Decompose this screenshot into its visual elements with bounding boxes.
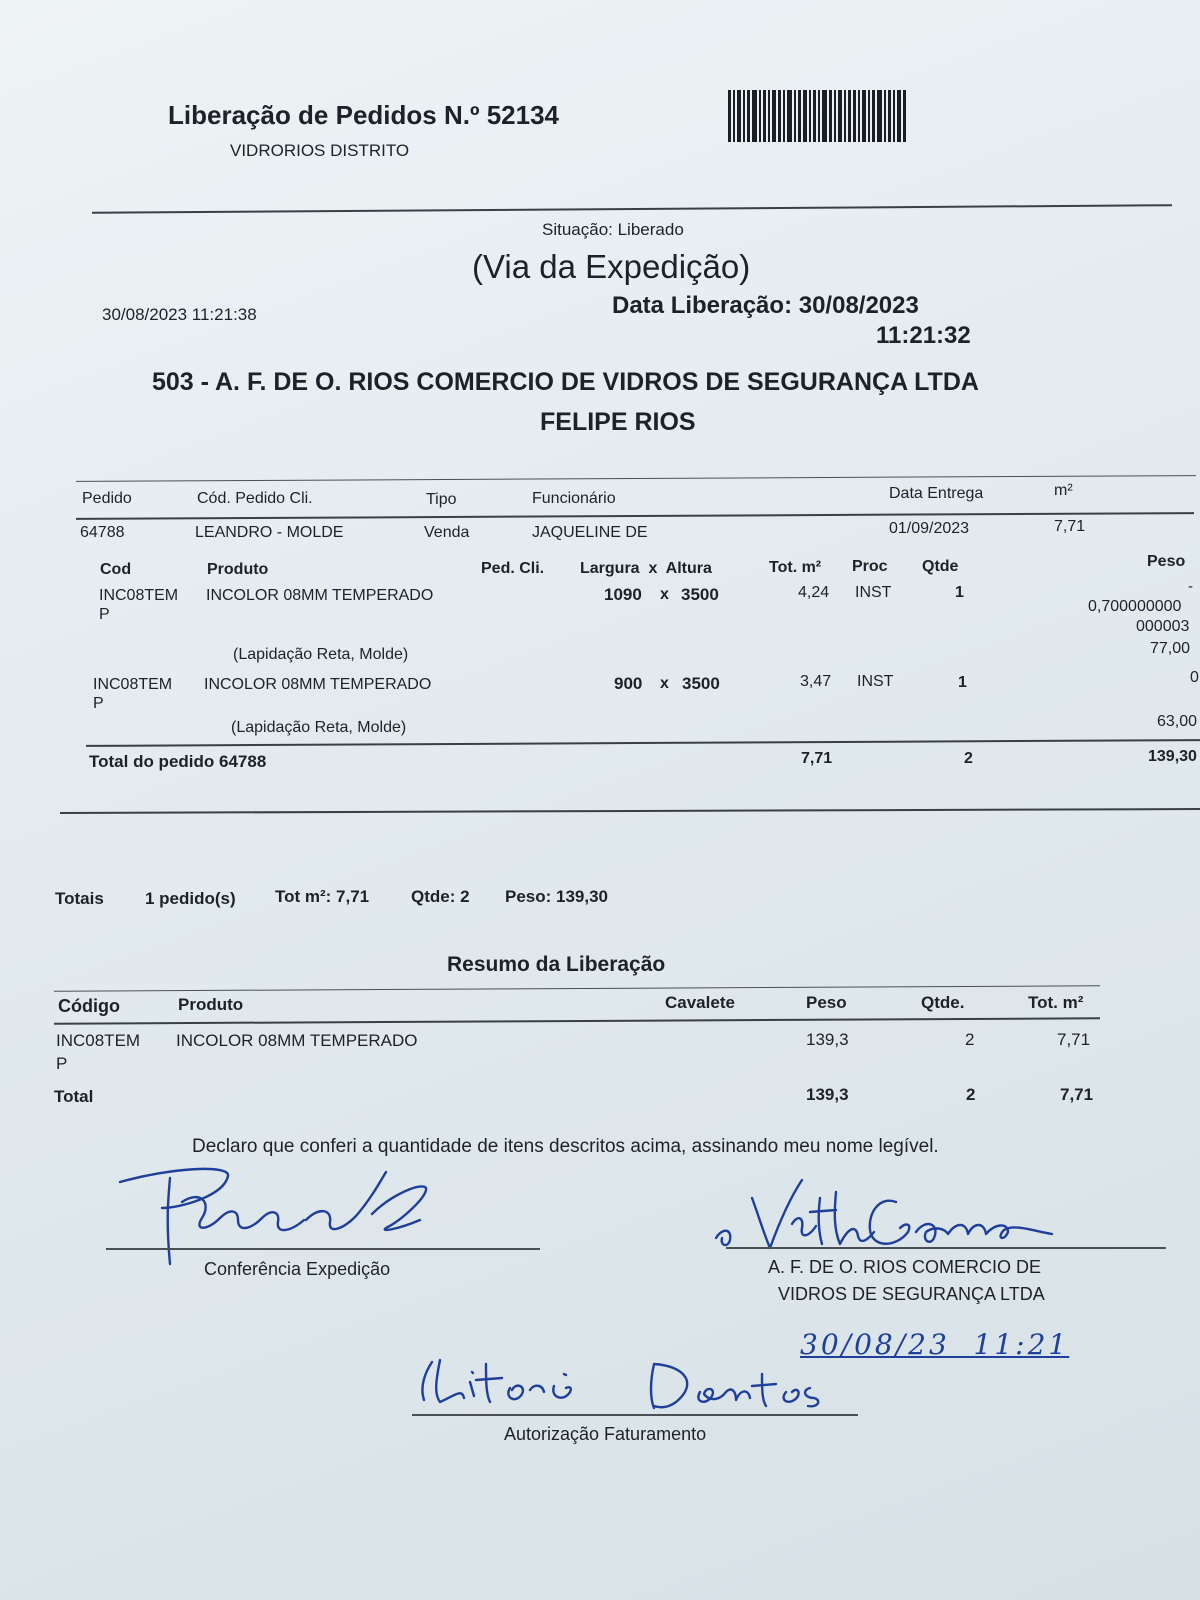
header-divider — [92, 204, 1172, 214]
order-header-line — [76, 512, 1194, 520]
conferencia-label: Conferência Expedição — [204, 1259, 391, 1279]
resumo-col-cavalete: Cavalete — [665, 993, 735, 1012]
resumo-col-codigo: Código — [58, 996, 120, 1016]
item-produto: INCOLOR 08MM TEMPERADO — [204, 676, 432, 693]
items-col-largura-altura: Largura x Altura — [580, 560, 712, 577]
resumo-col-produto: Produto — [178, 995, 244, 1014]
order-cod-pedido-cli: LEANDRO - MOLDE — [195, 524, 344, 541]
col-pedido: Pedido — [82, 490, 132, 507]
col-tipo: Tipo — [426, 491, 457, 508]
item-qtde: 1 — [955, 584, 964, 601]
items-col-proc: Proc — [852, 558, 888, 575]
item-peso-factor: 0,700000000 — [1088, 598, 1182, 615]
item-note: (Lapidação Reta, Molde) — [233, 646, 409, 663]
resumo-col-qtde: Qtde. — [921, 993, 965, 1012]
item-peso: 63,00 — [1157, 713, 1198, 730]
items-total-line — [86, 739, 1200, 747]
totais-m2: Tot m²: 7,71 — [275, 887, 370, 906]
item-proc: INST — [855, 584, 892, 601]
handwritten-date: 30/08/23 11:21 — [800, 1328, 1070, 1361]
via-expedicao: (Via da Expedição) — [472, 248, 751, 285]
order-total-qtde: 2 — [964, 750, 973, 767]
item-qtde: 1 — [958, 674, 967, 691]
item-tot-m2: 4,24 — [798, 584, 830, 601]
signature-line-autorizacao — [412, 1414, 858, 1416]
resumo-codigo-cont: P — [56, 1054, 68, 1073]
resumo-tot-m2: 7,71 — [1057, 1030, 1091, 1049]
items-col-cod: Cod — [100, 561, 132, 578]
document-title: Liberação de Pedidos N.º 52134 — [168, 100, 559, 130]
items-col-tot-m2: Tot. m² — [769, 559, 822, 576]
resumo-header-line — [54, 1017, 1100, 1024]
situacao-text: Situação: Liberado — [542, 220, 684, 239]
signature-conferencia — [110, 1160, 470, 1270]
item-peso-dash: - — [1188, 578, 1193, 595]
item-x: x — [660, 675, 669, 692]
item-note: (Lapidação Reta, Molde) — [231, 719, 407, 736]
order-top-line — [76, 475, 1196, 482]
resumo-col-tot-m2: Tot. m² — [1028, 993, 1084, 1012]
item-cod-cont: P — [99, 606, 110, 623]
print-datetime: 30/08/2023 11:21:38 — [102, 305, 257, 324]
resumo-produto: INCOLOR 08MM TEMPERADO — [176, 1031, 418, 1050]
resumo-col-peso: Peso — [806, 993, 847, 1012]
item-proc: INST — [857, 673, 894, 690]
signature-line-conferencia — [106, 1248, 540, 1250]
item-peso: 77,00 — [1150, 640, 1191, 657]
order-m2: 7,71 — [1054, 518, 1086, 535]
resumo-total-label: Total — [54, 1087, 94, 1106]
resumo-qtde: 2 — [965, 1030, 975, 1049]
totais-pedidos: 1 pedido(s) — [145, 889, 236, 908]
signature-autorizacao — [414, 1352, 834, 1416]
resumo-total-peso: 139,3 — [806, 1085, 849, 1104]
resumo-title: Resumo da Liberação — [447, 953, 666, 976]
totais-qtde: Qtde: 2 — [411, 887, 470, 906]
items-col-peso: Peso — [1147, 553, 1186, 570]
company-subtitle: VIDRORIOS DISTRITO — [230, 141, 410, 160]
item-tot-m2: 3,47 — [800, 673, 832, 690]
item-x: x — [660, 586, 669, 603]
resumo-peso: 139,3 — [806, 1030, 849, 1049]
order-section-divider — [60, 808, 1200, 814]
col-m2: m² — [1054, 482, 1073, 499]
items-col-produto: Produto — [207, 561, 269, 578]
totais-label: Totais — [55, 889, 104, 908]
order-data-entrega: 01/09/2023 — [889, 520, 970, 537]
barcode — [728, 90, 916, 142]
totais-peso: Peso: 139,30 — [505, 887, 609, 906]
item-cod: INC08TEM — [93, 676, 173, 693]
col-data-entrega: Data Entrega — [889, 485, 984, 502]
data-liberacao-time: 11:21:32 — [876, 322, 971, 349]
client-name: FELIPE RIOS — [540, 408, 696, 436]
order-funcionario: JAQUELINE DE — [532, 524, 648, 541]
col-cod-pedido-cli: Cód. Pedido Cli. — [197, 490, 313, 507]
order-tipo: Venda — [424, 524, 470, 541]
order-total-peso: 139,30 — [1148, 748, 1197, 765]
order-total-label: Total do pedido 64788 — [89, 752, 267, 771]
items-col-qtde: Qtde — [922, 558, 959, 575]
item-largura: 1090 — [604, 585, 642, 604]
item-altura: 3500 — [682, 674, 720, 693]
resumo-top-line — [54, 985, 1100, 991]
item-altura: 3500 — [681, 585, 719, 604]
order-total-m2: 7,71 — [801, 750, 833, 767]
autorizacao-label: Autorização Faturamento — [504, 1424, 707, 1444]
item-largura: 900 — [614, 674, 643, 693]
client-line: 503 - A. F. DE O. RIOS COMERCIO DE VIDROS DE SEGURANÇA LTDA — [152, 368, 979, 396]
item-cod-cont: P — [93, 695, 104, 712]
item-peso-partial: 0 — [1190, 669, 1199, 686]
client-label-line1: A. F. DE O. RIOS COMERCIO DE — [768, 1257, 1042, 1277]
data-liberacao: Data Liberação: 30/08/2023 — [612, 292, 919, 319]
item-peso-factor-cont: 000003 — [1136, 618, 1190, 635]
col-funcionario: Funcionário — [532, 490, 616, 507]
items-col-ped-cli: Ped. Cli. — [481, 560, 545, 577]
client-label-line2: VIDROS DE SEGURANÇA LTDA — [778, 1284, 1045, 1304]
resumo-total-tot-m2: 7,71 — [1060, 1085, 1094, 1104]
signature-line-client — [726, 1247, 1166, 1249]
order-pedido: 64788 — [80, 524, 125, 541]
item-produto: INCOLOR 08MM TEMPERADO — [206, 587, 434, 604]
declaration-text: Declaro que conferi a quantidade de itens descritos acima, assinando meu nome legível. — [192, 1136, 939, 1157]
signature-client — [712, 1168, 1072, 1258]
resumo-codigo: INC08TEM — [56, 1031, 141, 1050]
resumo-total-qtde: 2 — [966, 1085, 976, 1104]
item-cod: INC08TEM — [99, 587, 179, 604]
